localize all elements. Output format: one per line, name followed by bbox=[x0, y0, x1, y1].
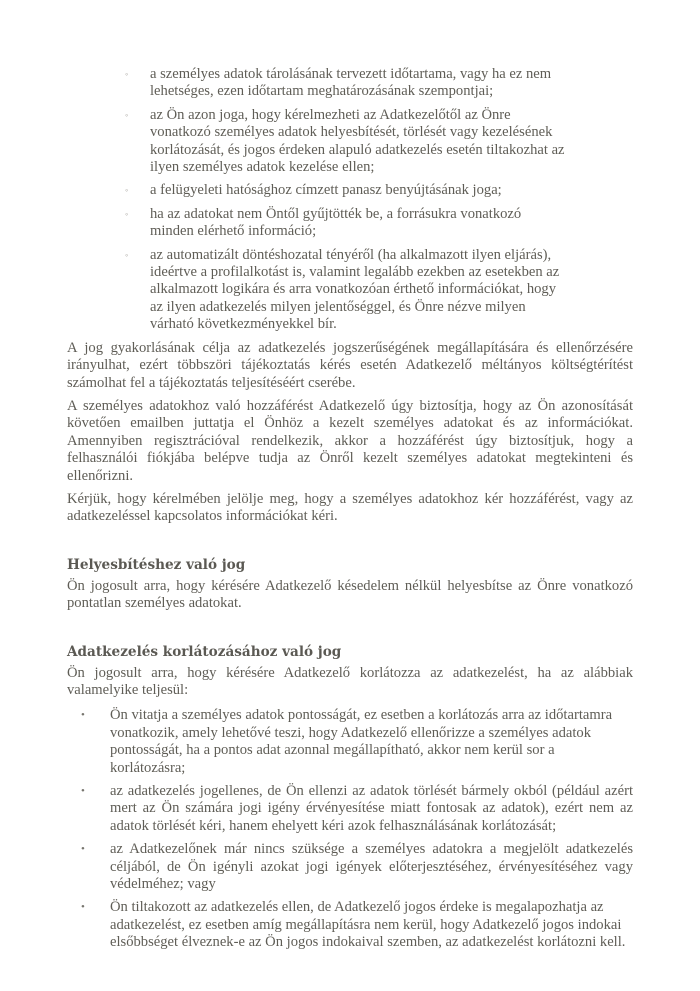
list-item-text: Ön tiltakozott az adatkezelés ellen, de Adatkezelő jogos érdeke is megalapozhatja az adatkezelést, ez esetben amíg megállapításra nem kerül, hogy Adatkezelő jogos indokai elsőbbséget élveznek-e az Ön jogos indokaival szemben, az adatkezelést korlátozni kell. bbox=[110, 899, 626, 951]
circle-bullet-icon: ◦ bbox=[125, 69, 129, 79]
list-item bbox=[67, 841, 633, 893]
circle-bullet-icon: ◦ bbox=[125, 208, 129, 219]
access-paragraph-request: Kérjük, hogy kérelmében jelölje meg, hogy a személyes adatokhoz kér hozzáférést, vagy az adatkezeléssel kapcsolatos információkat kéri. bbox=[67, 490, 633, 525]
list-item bbox=[125, 206, 565, 241]
circle-bullet-icon: ◦ bbox=[125, 249, 129, 260]
list-item-text: az automatizált döntéshozatal tényéről (ha alkalmazott ilyen eljárás), ideértve a profilalkotást is, valamint legalább ezekben az esetekben az alkalmazott logikára és arra vonatkozóan érthető információkat, hogy az ilyen adatkezelés milyen jelentőséggel, és Önre nézve milyen várható következményekkel bír. bbox=[150, 246, 560, 333]
section-body: Ön jogosult arra, hogy kérésére Adatkezelő késedelem nélkül helyesbítse az Önre vonatkozó pontatlan személyes adatokat. bbox=[67, 577, 633, 612]
dot-bullet-icon: • bbox=[81, 709, 85, 722]
access-paragraph-purpose: A jog gyakorlásának célja az adatkezelés jogszerűségének megállapítására és ellenőrzésére irányulhat, ezért többszöri tájékoztatás kérés esetén Adatkezelő méltányos költségtérítést számolhat fel a tájékoztatás teljesítéséért cserébe. bbox=[67, 339, 633, 391]
list-item bbox=[67, 783, 633, 835]
list-item bbox=[67, 899, 633, 951]
dot-bullet-icon: • bbox=[81, 901, 85, 914]
list-item-text: az Adatkezelőnek már nincs szüksége a személyes adatokra a megjelölt adatkezelés céljából, de Ön igényli azokat jogi igények előterjesztéséhez, érvényesítéséhez vagy védelméhez; vagy bbox=[110, 841, 633, 893]
list-item-text: az Ön azon joga, hogy kérelmezheti az Adatkezelőtől az Önre vonatkozó személyes adatok helyesbítését, törlését vagy kezelésének korlátozását, és jogos érdeken alapuló adatkezelés esetén tiltakozhat az ilyen személyes adatok kezelése ellen; bbox=[150, 106, 565, 176]
restriction-section bbox=[67, 643, 633, 952]
restriction-conditions-list bbox=[67, 707, 633, 951]
list-item-text: Ön vitatja a személyes adatok pontosságát, ez esetben a korlátozás arra az időtartamra vonatkozik, amely lehetővé teszi, hogy Adatkezelő ellenőrizze a személyes adatok pontosságát, ha a pontos adat azonnal megállapítható, akkor nem kerül sor a korlátozásra; bbox=[110, 707, 613, 776]
list-item-text: a felügyeleti hatósághoz címzett panasz benyújtásának joga; bbox=[150, 182, 502, 199]
section-heading: Adatkezelés korlátozásához való jog bbox=[67, 643, 342, 660]
circle-bullet-icon: ◦ bbox=[125, 185, 129, 196]
access-rights-list bbox=[125, 66, 633, 334]
list-item bbox=[125, 247, 565, 334]
list-item bbox=[125, 66, 565, 101]
access-paragraph-method: A személyes adatokhoz való hozzáférést Adatkezelő úgy biztosítja, hogy az Ön azonosítását követően emailben juttatja el Önhöz a kezelt személyes adatokat és az információkat. Amennyiben regisztrációval rendelkezik, akkor a hozzáférést úgy biztosítjuk, hogy a felhasználói fiókjába belépve tudja az Önről kezelt személyes adatokat megtekinteni és ellenőrizni. bbox=[67, 397, 633, 484]
list-item bbox=[125, 182, 565, 199]
dot-bullet-icon: • bbox=[81, 843, 85, 856]
section-heading: Helyesbítéshez való jog bbox=[67, 556, 246, 573]
rectification-section bbox=[67, 556, 633, 613]
list-item bbox=[67, 707, 633, 777]
list-item-text: ha az adatokat nem Öntől gyűjtötték be, a forrásukra vonatkozó minden elérhető információ; bbox=[150, 205, 522, 240]
list-item-text: a személyes adatok tárolásának tervezett időtartama, vagy ha ez nem lehetséges, ezen időtartam meghatározásának szempontjai; bbox=[150, 66, 552, 100]
circle-bullet-icon: ◦ bbox=[125, 109, 129, 120]
dot-bullet-icon: • bbox=[81, 785, 85, 797]
list-item bbox=[125, 107, 565, 177]
list-item-text: az adatkezelés jogellenes, de Ön ellenzi az adatok törlését bármely okból (például azért mert az Ön számára jogi igény érvényesítése miatt fontosak az adatok), ezért nem az adatok törlését kéri, hanem ehelyett kéri azok felhasználásának korlátozását; bbox=[110, 783, 633, 834]
section-intro: Ön jogosult arra, hogy kérésére Adatkezelő korlátozza az adatkezelést, ha az alábbiak valamelyike teljesül: bbox=[67, 664, 633, 698]
document-page bbox=[67, 66, 633, 958]
